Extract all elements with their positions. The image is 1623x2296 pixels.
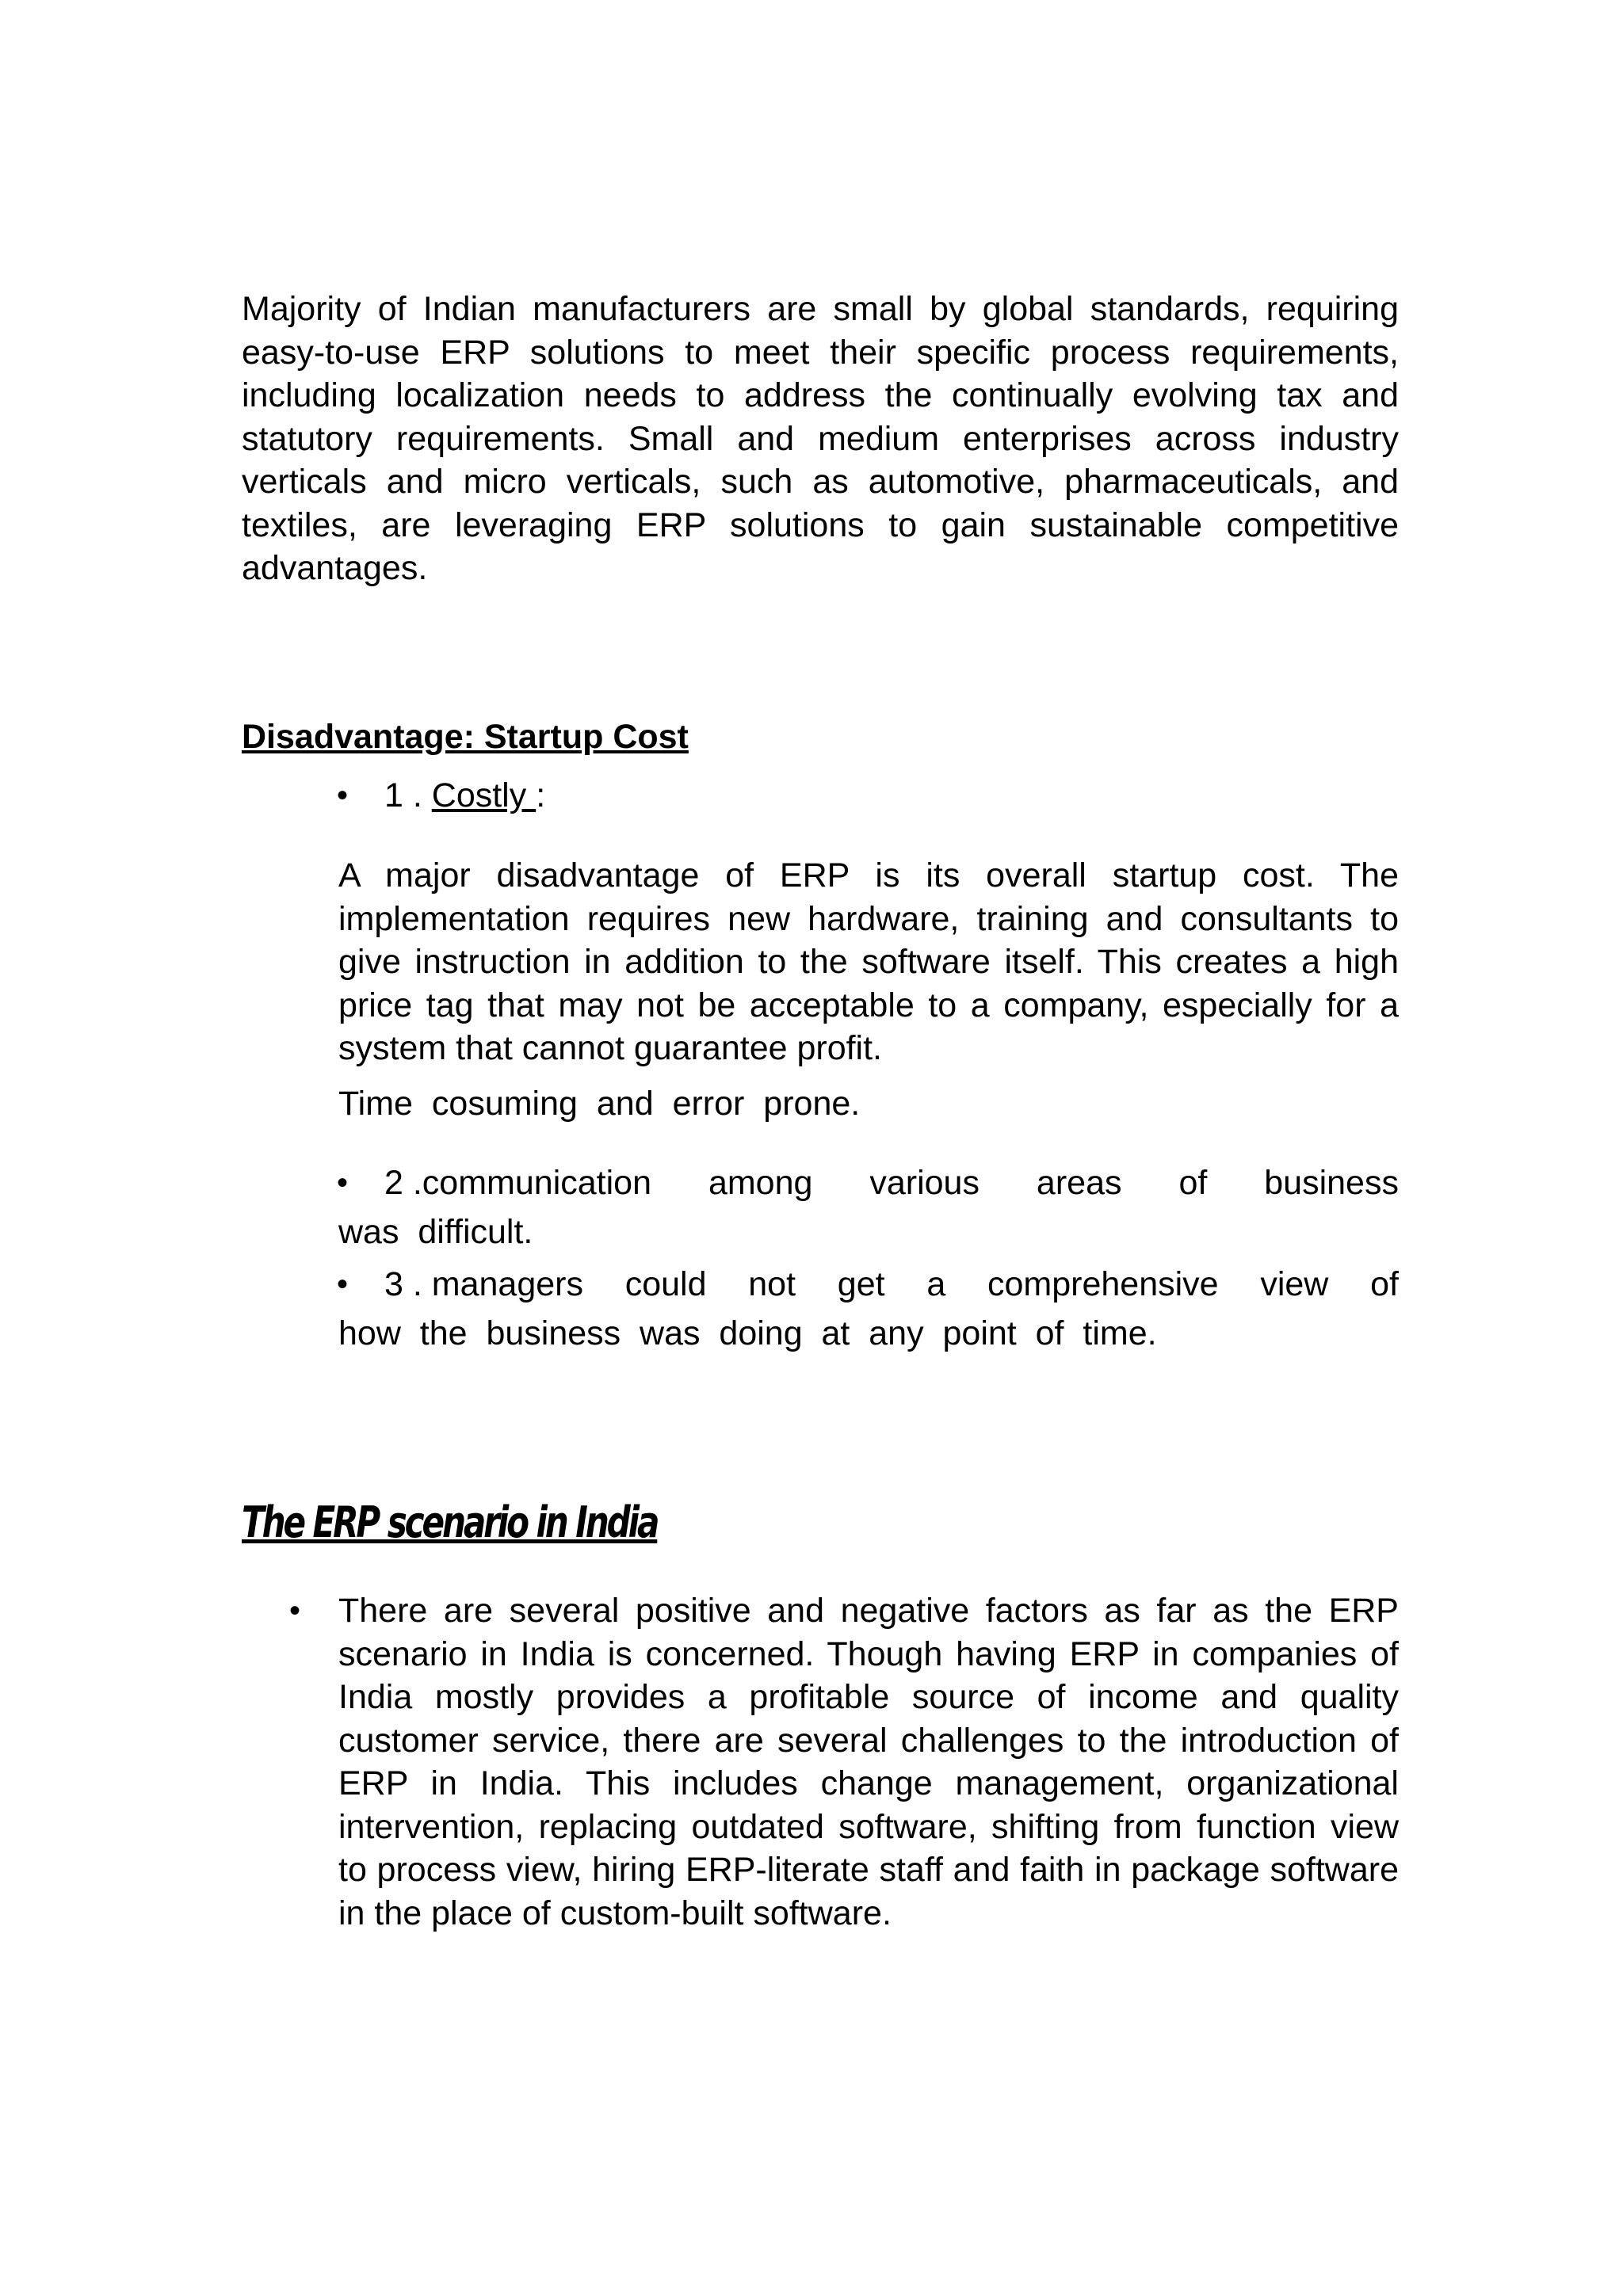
- word: get: [837, 1265, 885, 1303]
- word: areas: [1036, 1164, 1122, 1202]
- bullet-1: •: [337, 778, 349, 813]
- word: a: [926, 1265, 946, 1303]
- word: 3 . managers: [384, 1265, 583, 1303]
- costly-paragraph: A major disadvantage of ERP is its overall startup cost. The implementation requires new hardware, training and consultants to give instruction in addition to the software itself. This creates a high price tag that may not be acceptable to a company, especially for a system that cannot guarantee profit.: [338, 856, 1399, 1067]
- word: could: [624, 1265, 707, 1303]
- word: among: [708, 1164, 813, 1202]
- word: of: [1178, 1164, 1208, 1202]
- bullet-2: •: [337, 1165, 349, 1200]
- word: various: [869, 1164, 980, 1202]
- bullet-4: •: [289, 1593, 301, 1628]
- word: of: [1370, 1265, 1399, 1303]
- scenario-heading: The ERP scenario in India: [242, 1497, 658, 1547]
- word: view: [1260, 1265, 1329, 1303]
- costly-suffix: :: [536, 776, 546, 814]
- costly-item: [384, 774, 545, 817]
- word: business: [1264, 1164, 1399, 1202]
- time-note: Time cosuming and error prone.: [338, 1085, 861, 1123]
- scenario-paragraph: There are several positive and negative factors as far as the ERP scenario in India is concerned. Though having ERP in companies of India mostly provides a profitable source of income and quality customer service, there are several challenges to the introduction of ERP in India. This includes change management, organizational intervention, replacing outdated software, shifting from function view to process view, hiring ERP-literate staff and faith in package software in the place of custom-built software.: [338, 1592, 1399, 1932]
- costly-label: Costly: [431, 776, 537, 814]
- managers-item-line2: how the business was doing at any point of time.: [338, 1314, 1157, 1352]
- costly-number: 1 .: [384, 776, 432, 814]
- communication-item-line2: was difficult.: [338, 1213, 533, 1251]
- disadvantage-heading: Disadvantage: Startup Cost: [242, 718, 689, 756]
- word: 2 .communication: [384, 1164, 651, 1202]
- word: comprehensive: [987, 1265, 1219, 1303]
- bullet-3: •: [337, 1267, 349, 1302]
- intro-paragraph: Majority of Indian manufacturers are small by global standards, requiring easy-to-use ERP solutions to meet their specific process requirements, including localization needs to address the continually evolving tax and statutory requirements. Small and medium enterprises across industry verticals and micro verticals, such as automotive, pharmaceuticals, and textiles, are leveraging ERP solutions to gain sustainable competitive advantages.: [242, 290, 1399, 587]
- word: not: [748, 1265, 796, 1303]
- communication-item-line1: [384, 1161, 1399, 1204]
- managers-item-line1: [384, 1263, 1399, 1306]
